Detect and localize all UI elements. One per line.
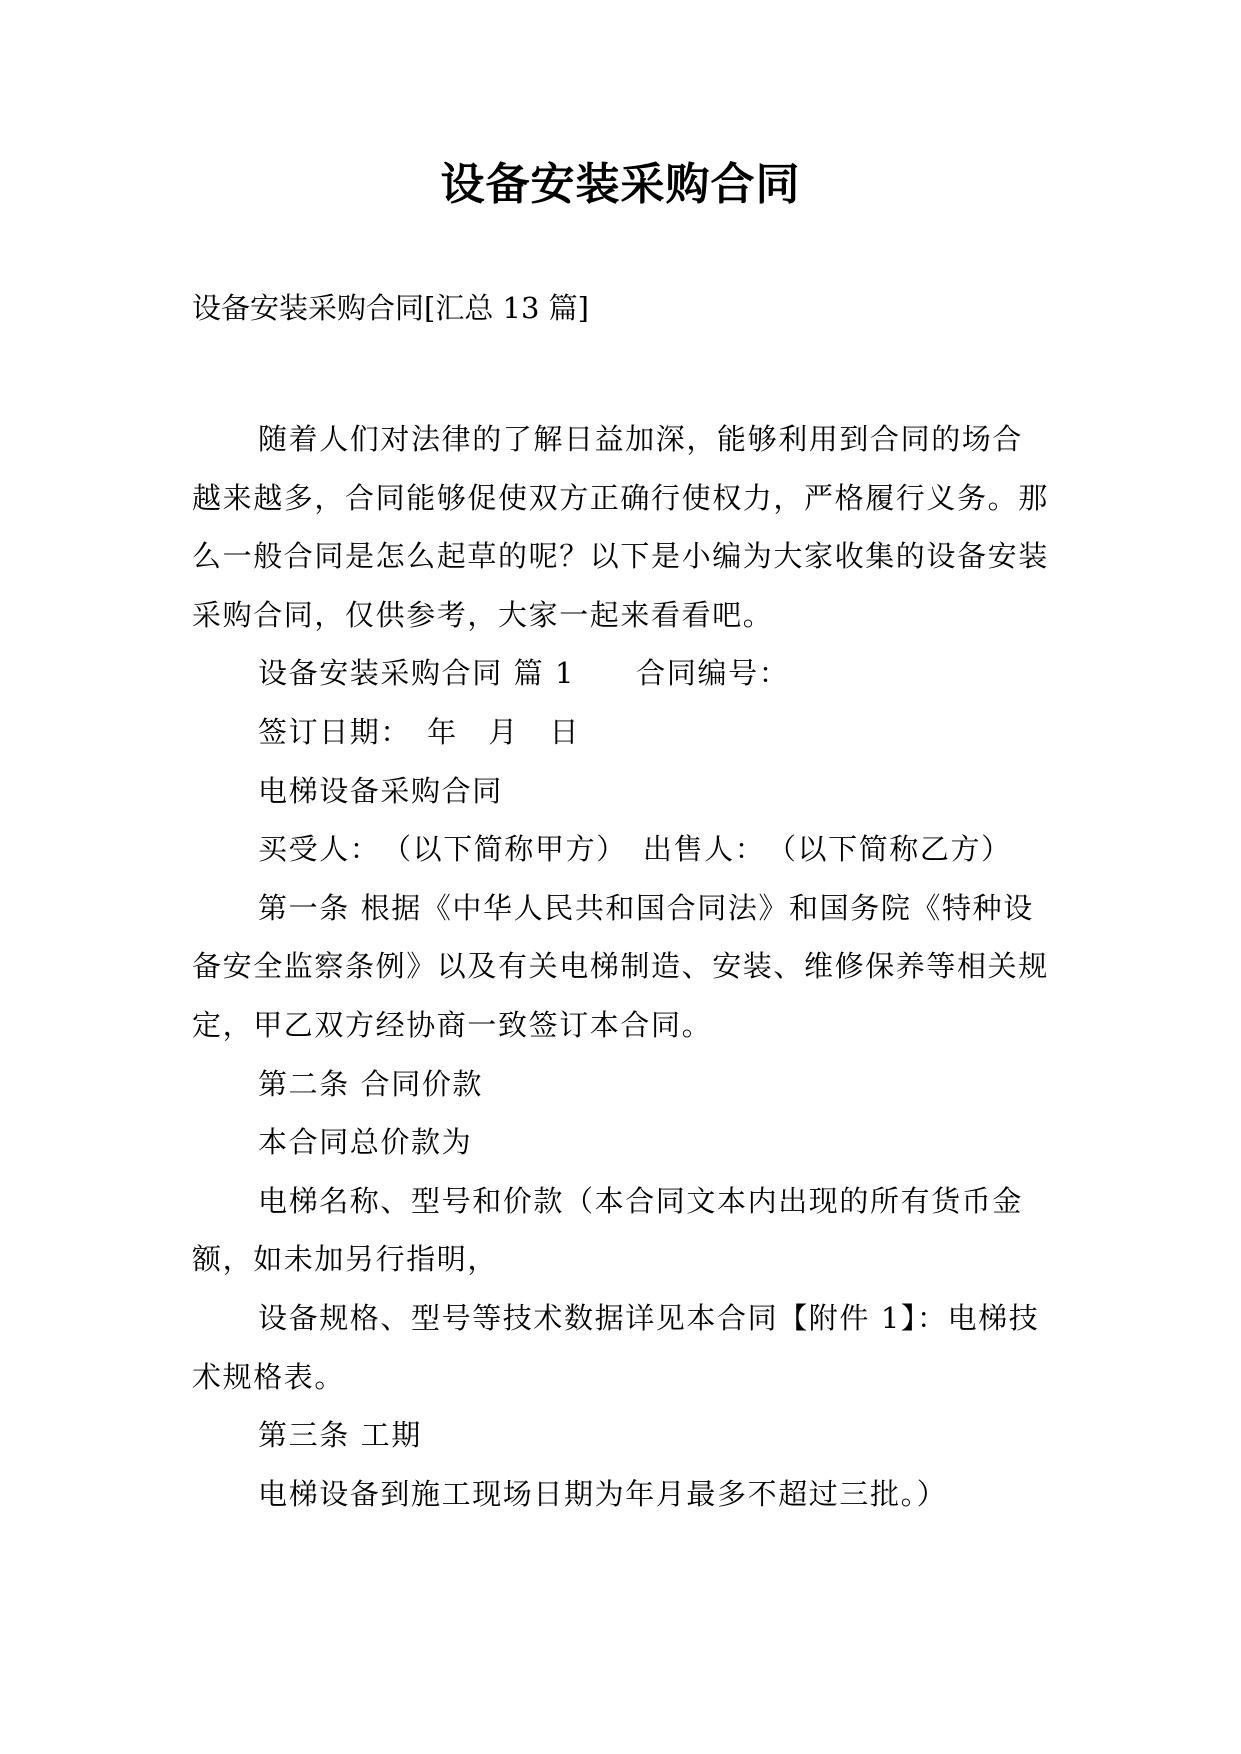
paragraph-contract-number: 设备安装采购合同 篇 1 合同编号： xyxy=(258,656,790,691)
paragraph-total-price: 本合同总价款为 xyxy=(258,1125,473,1160)
paragraph-intro: 随着人们对法律的了解日益加深，能够利用到合同的场合越来越多，合同能够促使双方正确行使权力，严格履行义务。那么一般合同是怎么起草的呢？以下是小编为大家收集的设备安装采购合同，仅供参考，大家一起来看看吧。 xyxy=(192,422,1049,632)
paragraph-delivery-date: 电梯设备到施工现场日期为年月最多不超过三批。） xyxy=(258,1476,948,1511)
paragraph-article-1: 第一条 根据《中华人民共和国合同法》和国务院《特种设备安全监察条例》以及有关电梯制造、安装、维修保养等相关规定，甲乙双方经协商一致签订本合同。 xyxy=(192,890,1049,1042)
document-subtitle: 设备安装采购合同[汇总 13 篇] xyxy=(192,291,589,325)
paragraph-parties: 买受人： （以下简称甲方） 出售人： （以下简称乙方） xyxy=(258,832,1012,867)
paragraph-signing-date: 签订日期： 年 月 日 xyxy=(258,714,581,749)
paragraph-specifications: 设备规格、型号等技术数据详见本合同【附件 1】：电梯技术规格表。 xyxy=(192,1300,1040,1394)
paragraph-contract-name: 电梯设备采购合同 xyxy=(258,773,503,808)
paragraph-article-2-heading: 第二条 合同价款 xyxy=(258,1066,484,1101)
paragraph-article-3-heading: 第三条 工期 xyxy=(258,1418,422,1453)
paragraph-elevator-price: 电梯名称、型号和价款（本合同文本内出现的所有货币金额，如未加另行指明， xyxy=(192,1183,1024,1277)
document-body xyxy=(192,410,1052,1523)
document-title: 设备安装采购合同 xyxy=(440,159,801,210)
